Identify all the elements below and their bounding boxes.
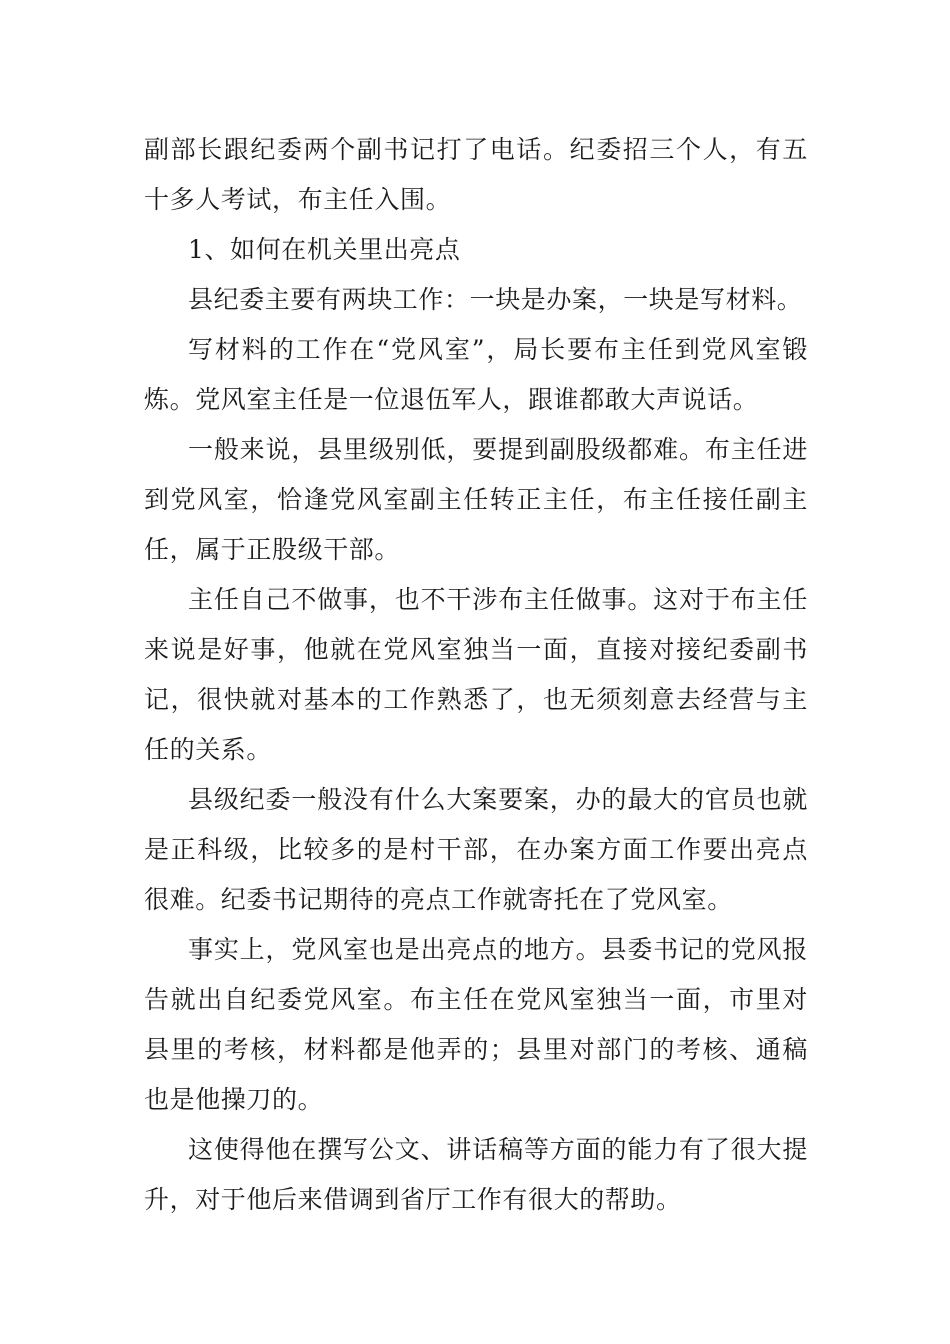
paragraph-1: 副部长跟纪委两个副书记打了电话。纪委招三个人，有五十多人考试，布主任入围。 bbox=[144, 135, 808, 214]
section-heading: 1、如何在机关里出亮点 bbox=[188, 235, 461, 264]
paragraph-4: 一般来说，县里级别低，要提到副股级都难。布主任进到党风室，恰逢党风室副主任转正主任，布主任接任副主任，属于正股级干部。 bbox=[144, 435, 808, 564]
paragraph-6: 县级纪委一般没有什么大案要案，办的最大的官员也就是正科级，比较多的是村干部，在办案方面工作要出亮点很难。纪委书记期待的亮点工作就寄托在了党风室。 bbox=[144, 785, 808, 914]
paragraph-3: 写材料的工作在“党风室”，局长要布主任到党风室锻炼。党风室主任是一位退伍军人，跟谁都敢大声说话。 bbox=[144, 335, 808, 414]
paragraph-2: 县纪委主要有两块工作：一块是办案，一块是写材料。 bbox=[188, 285, 803, 314]
paragraph-5: 主任自己不做事，也不干涉布主任做事。这对于布主任来说是好事，他就在党风室独当一面，直接对接纪委副书记，很快就对基本的工作熟悉了，也无须刻意去经营与主任的关系。 bbox=[144, 585, 808, 764]
paragraph-8: 这使得他在撰写公文、讲话稿等方面的能力有了很大提升，对于他后来借调到省厅工作有很大的帮助。 bbox=[144, 1135, 808, 1214]
document-body bbox=[144, 125, 808, 1225]
paragraph-7: 事实上，党风室也是出亮点的地方。县委书记的党风报告就出自纪委党风室。布主任在党风室独当一面，市里对县里的考核，材料都是他弄的；县里对部门的考核、通稿也是他操刀的。 bbox=[144, 935, 808, 1114]
